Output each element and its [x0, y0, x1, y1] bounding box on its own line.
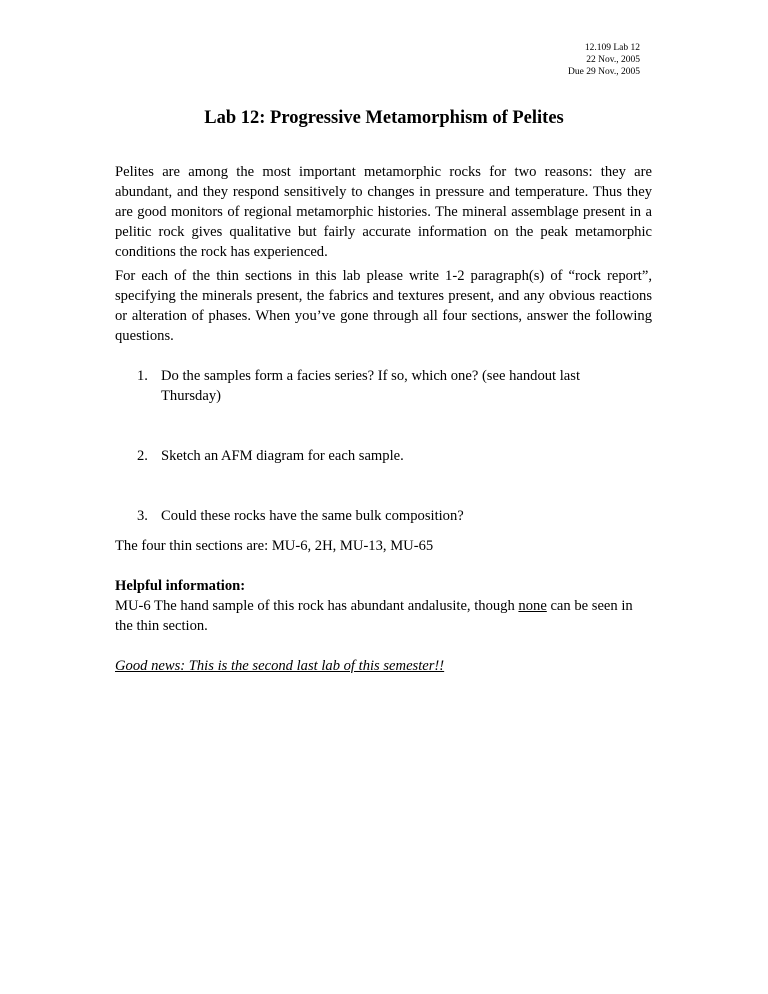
questions-list [115, 366, 652, 526]
helpful-information [115, 576, 652, 636]
thin-sections-list: The four thin sections are: MU-6, 2H, MU-13, MU-65 [115, 538, 434, 554]
page-title: Lab 12: Progressive Metamorphism of Pelites [204, 108, 564, 128]
question-text: Could these rocks have the same bulk composition? [161, 508, 464, 524]
question-item [115, 506, 601, 526]
course-label: 12.109 Lab 12 [584, 43, 640, 53]
question-number: 2. [137, 448, 148, 464]
issue-date: 22 Nov., 2005 [586, 55, 640, 65]
question-number: 3. [137, 508, 148, 524]
helpful-text-after: can be seen in the thin section. [115, 598, 633, 634]
question-text: Sketch an AFM diagram for each sample. [161, 448, 404, 464]
helpful-text-before: MU-6 The hand sample of this rock has abundant andalusite, though [115, 598, 519, 614]
instructions-paragraph: For each of the thin sections in this lab please write 1-2 paragraph(s) of “rock report”, specifying the minerals present, the fabrics and textures present, and any obvious reactions or alteration of phases. When you’ve gone through all four sections, answer the following questions. [115, 268, 652, 344]
intro-paragraph: Pelites are among the most important metamorphic rocks for two reasons: they are abundant, and they respond sensitively to changes in pressure and temperature. Thus they are good monitors of regional metamorphic histories. The mineral assemblage present in a pelitic rock gives qualitative but fairly accurate information on the peak metamorphic conditions the rock has experienced. [115, 164, 652, 260]
document-header [568, 42, 640, 78]
helpful-underlined-word: none [518, 598, 547, 614]
question-item [115, 366, 601, 406]
helpful-heading: Helpful information: [115, 578, 246, 594]
question-item [115, 446, 601, 466]
question-text: Do the samples form a facies series? If so, which one? (see handout last Thursday) [161, 368, 581, 404]
good-news-note: Good news: This is the second last lab of this semester!! [115, 658, 445, 674]
question-number: 1. [137, 368, 148, 384]
due-date: Due 29 Nov., 2005 [568, 67, 640, 77]
